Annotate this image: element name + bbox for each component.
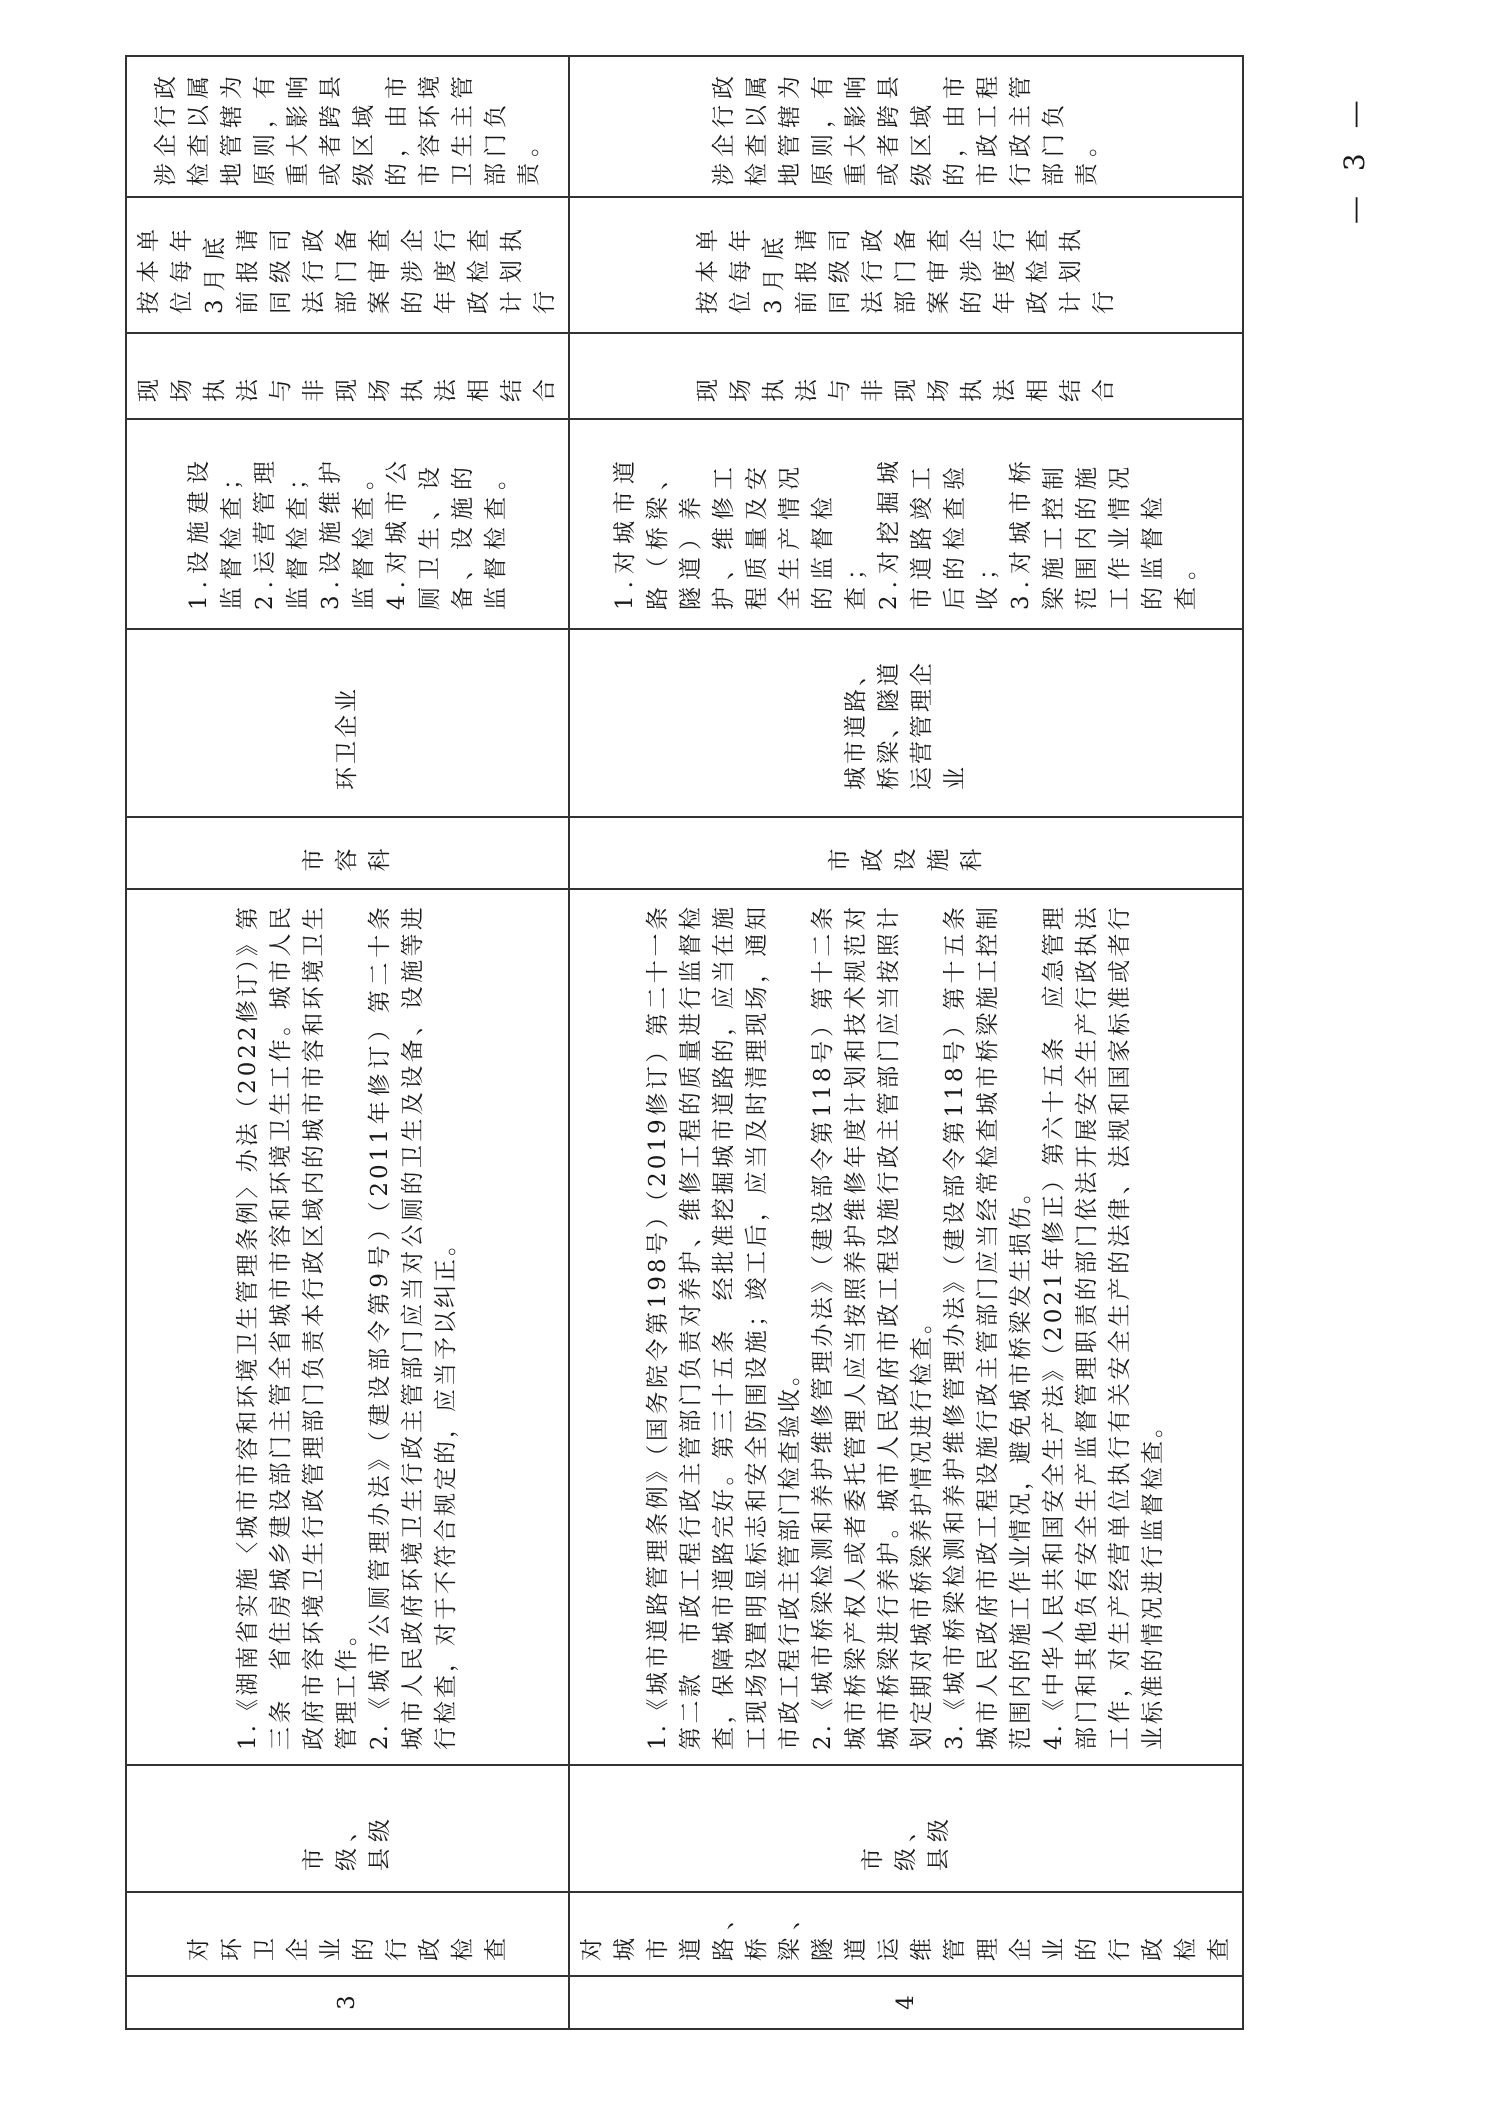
inspection-items-table: [125, 55, 1244, 2030]
legal-basis-item: 4.《中华人民共和国安全生产法》（2021年修正）第六十五条 应急管理部门和其他负有安全生产监督管理职责的部门依法开展安全生产行政执法工作，对生产经营单位执行有关安全生产的法律、法规和国家标准或者行业标准的情况进行监督检查。: [1041, 904, 1166, 1750]
content-item: 2.对挖掘城市道路竣工后的检查验收；: [876, 454, 1001, 610]
legal-basis: [126, 878, 569, 1765]
legal-basis-item: 3.《城市桥梁检测和养护维修管理办法》（建设部令第118号）第十五条 城市人民政府市政工程设施行政主管部门应当经常检查城市桥梁施工控制范围内的施工作业情况，避免城市桥梁发生损伤。: [942, 878, 1034, 1750]
content-item: 3.对城市桥梁施工控制范围内的施工作业情况的监督检查。: [1008, 454, 1199, 610]
inspection-content: [569, 419, 1243, 629]
content-item: 2.运营管理监督检查；: [251, 454, 311, 610]
legal-basis-item: 1.《湖南省实施〈城市市容和环境卫生管理条例〉办法（2022修订）》第三条 省住房城乡建设部门主管全省城市市容和环境卫生工作。城市人民政府市容环境卫生行政管理部门负责本行政区域内的城市市容和环境卫生管理工作。: [235, 904, 360, 1750]
legal-basis-item: 2.《城市桥梁检测和养护维修管理办法》（建设部令第118号）第十二条 城市桥梁产权人或者委托管理人应当按照养护维修年度计划和技术规范对城市桥梁进行养护。城市人民政府市政工程设施行政主管部门应当按照计划定期对城市桥梁养护情况进行检查。: [810, 878, 935, 1750]
row-index: 4: [569, 1976, 1243, 2029]
content-item: 3.设施维护监督检查。: [317, 454, 377, 610]
inspection-item: 对环卫企业的行政检查: [126, 1892, 569, 1976]
table-row: [569, 56, 1243, 2029]
department: 市容科: [126, 817, 569, 889]
legal-basis: [569, 878, 1243, 1765]
inspection-method: 现场执法与非现场执法相结合: [126, 333, 569, 419]
inspection-method: 现场执法与非现场执法相结合: [569, 333, 1243, 419]
remark: 涉企行政检查以属地管辖为原则，有重大影响或者跨县级区域的，由市市容环境卫生主管部门负责。: [126, 56, 569, 197]
department: 市政设施科: [569, 817, 1243, 889]
inspection-target: 城市道路、桥梁、隧道运营管理企业: [569, 629, 1243, 817]
admin-level: 市级、县级: [126, 1765, 569, 1892]
inspection-plan: 按本单位每年3月底前报请同级司法行政部门备案审查的涉企年度行政检查计划执行: [126, 197, 569, 333]
row-index: 3: [126, 1976, 569, 2029]
inspection-item: 对城市道路、桥梁、隧道运维管理企业的行政检查: [569, 1892, 1243, 1976]
table-row: [126, 56, 569, 2029]
content-item: 1.对城市道路（桥梁、隧道）养护、维修工程质量及安全生产情况的监督检查；: [612, 454, 869, 610]
legal-basis-item: 1.《城市道路管理条例》（国务院令第198号）（2019修订）第二十一条第二款 市政工程行政主管部门负责对养护、维修工程的质量进行监督检查，保障城市道路完好。第三十五条 经批准挖掘城市道路的，应当在施工现场设置明显标志和安全防围设施；竣工后，应当及时清理现场，通知市政工程行政主管部门检查验收。: [645, 904, 803, 1750]
legal-basis-item: 2.《城市公厕管理办法》（建设部令第9号）（2011年修订）第二十条 城市人民政府环境卫生行政主管部门应当对公厕的卫生及设备、设施等进行检查，对于不符合规定的，应当予以纠正。: [367, 878, 459, 1750]
content-item: 1.设施建设监督检查；: [185, 454, 245, 610]
inspection-target: 环卫企业: [126, 629, 569, 817]
content-item: 4.对城市公厕卫生、设备、设施的监督检查。: [383, 454, 509, 610]
inspection-plan: 按本单位每年3月底前报请同级司法行政部门备案审查的涉企年度行政检查计划执行: [569, 197, 1243, 333]
inspection-content: [126, 419, 569, 629]
remark: 涉企行政检查以属地管辖为原则，有重大影响或者跨县级区域的，由市市政工程行政主管部门负责。: [569, 56, 1243, 197]
page-number: — 3 —: [1338, 92, 1371, 224]
admin-level: 市级、县级: [569, 1765, 1243, 1892]
